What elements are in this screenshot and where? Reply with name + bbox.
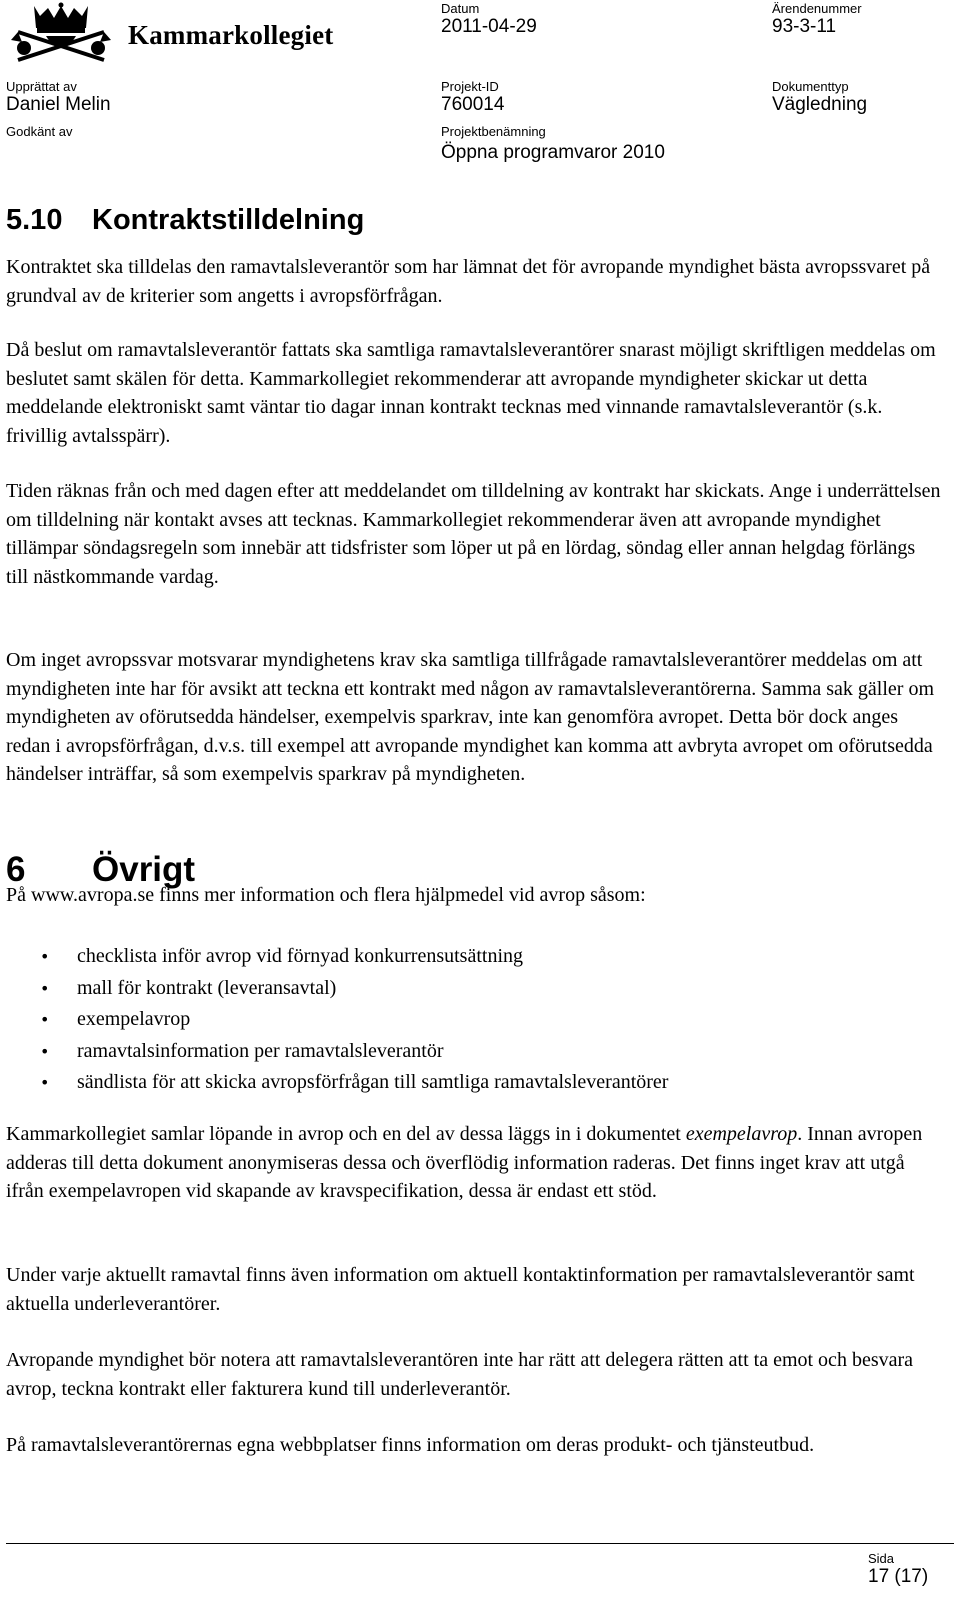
paragraph-avropa-intro: På www.avropa.se finns mer information och flera hjälpmedel vid avrop såsom: (6, 884, 646, 906)
section-title: Övrigt (92, 850, 196, 889)
logo-wordmark: Kammarkollegiet (128, 20, 334, 50)
paragraph-exempelavrop: Kammarkollegiet samlar löpande in avrop och en del av dessa läggs in i dokumentet exempelavrop. Innan avropen adderas till detta dokument anonymiseras dessa och överflödig information raderas. Det finns inget krav att utgå ifrån exempelavropen vid skapande av kravspecifikation, dessa är endast ett stöd. (6, 1123, 923, 1202)
paragraph-beslut: Då beslut om ramavtalsleverantör fattats ska samtliga ramavtalsleverantörer snarast möjligt skriftligen meddelas om beslutet samt skälen för detta. Kammarkollegiet rekommenderar att avropande myndigheter skickar ut detta meddelande elektroniskt samt väntar tio dagar innan kontrakt tecknas med vinnande ramavtalsleverantör (s.k. frivillig avtalsspärr). (6, 339, 936, 447)
datum-label: Datum (441, 1, 480, 16)
dokumenttyp-value: Vägledning (772, 94, 868, 115)
upprattat-av-label: Upprättat av (6, 79, 77, 94)
list-item: • exempelavrop (6, 1004, 926, 1036)
projektbenamning-value: Öppna programvaror 2010 (441, 142, 665, 163)
paragraph-tiden: Tiden räknas från och med dagen efter att meddelandet om tilldelning av kontrakt har skickats. Ange i underrättelsen om tilldelning när kontakt avses att tecknas. Kammarkollegiet rekommenderar även att avropande myndighet tillämpar söndagsregeln som innebär att tidsfrister som löper ut på en lördag, söndag eller annan helgdag förlängs till nästkommande vardag. (6, 480, 941, 588)
section-number: 6 (6, 850, 26, 889)
page-label: Sida (868, 1551, 895, 1566)
arendenummer-label: Ärendenummer (772, 1, 862, 16)
bullet-icon: • (40, 947, 50, 966)
projektbenamning-label: Projektbenämning (441, 124, 546, 139)
paragraph-kontaktinformation: Under varje aktuellt ramavtal finns även information om aktuell kontaktinformation per ramavtalsleverantör samt aktuella underleverantörer. (6, 1264, 915, 1315)
bullet-icon: • (40, 978, 50, 998)
bullet-icon: • (40, 1041, 50, 1061)
crown-emblem-icon (6, 2, 116, 64)
list-item: • checklista inför avrop vid förnyad konkurrensutsättning (6, 941, 926, 973)
section-title: Kontraktstilldelning (92, 204, 365, 236)
list-item: • ramavtalsinformation per ramavtalsleverantör (6, 1036, 926, 1068)
godkant-av-label: Godkänt av (6, 124, 73, 139)
resource-list (6, 941, 926, 1099)
paragraph-inget-avropssvar: Om inget avropssvar motsvarar myndighetens krav ska samtliga tillfrågade ramavtalsleverantörer meddelas om att myndigheten inte har för avsikt att teckna ett kontrakt med någon av ramavtalsleverantörerna. Samma sak gäller om myndigheten av oförutsedda händelser, exempelvis sparkrav, inte kan genomföra avropet. Detta bör dock anges redan i avropsförfrågan, d.v.s. till exempel att avropande myndighet kan komma att avbryta avropet om oförutsedda händelser inträffar, så som exempelvis sparkrav på myndigheten. (6, 649, 935, 785)
footer-divider (6, 1543, 954, 1544)
upprattat-av-value: Daniel Melin (6, 94, 111, 115)
list-item: • sändlista för att skicka avropsförfrågan till samtliga ramavtalsleverantörer (6, 1067, 926, 1099)
paragraph-webbplatser: På ramavtalsleverantörernas egna webbplatser finns information om deras produkt- och tjänsteutbud. (6, 1434, 815, 1456)
section-number: 5.10 (6, 204, 63, 236)
exempelavrop-document-name: exempelavrop (685, 1123, 798, 1145)
page-number: 17 (17) (868, 1566, 929, 1587)
section-heading-5-10 (6, 204, 364, 237)
bullet-icon: • (40, 1010, 50, 1030)
arendenummer-value: 93-3-11 (772, 16, 837, 37)
projekt-id-value: 760014 (441, 94, 505, 115)
dokumenttyp-label: Dokumenttyp (772, 79, 849, 94)
paragraph-delegera: Avropande myndighet bör notera att ramavtalsleverantören inte har rätt att delegera rätten att ta emot och besvara avrop, teckna kontrakt eller fakturera kund till underleverantör. (6, 1349, 914, 1400)
list-item: • mall för kontrakt (leveransavtal) (6, 973, 926, 1005)
datum-value: 2011-04-29 (441, 16, 537, 37)
projekt-id-label: Projekt-ID (441, 79, 499, 94)
paragraph-tilldelning: Kontraktet ska tilldelas den ramavtalsleverantör som har lämnat det för avropande myndighet bästa avropssvaret på grundval av de kriterier som angetts i avropsförfrågan. (6, 256, 931, 307)
bullet-icon: • (40, 1073, 50, 1093)
kammarkollegiet-logo (6, 2, 346, 64)
